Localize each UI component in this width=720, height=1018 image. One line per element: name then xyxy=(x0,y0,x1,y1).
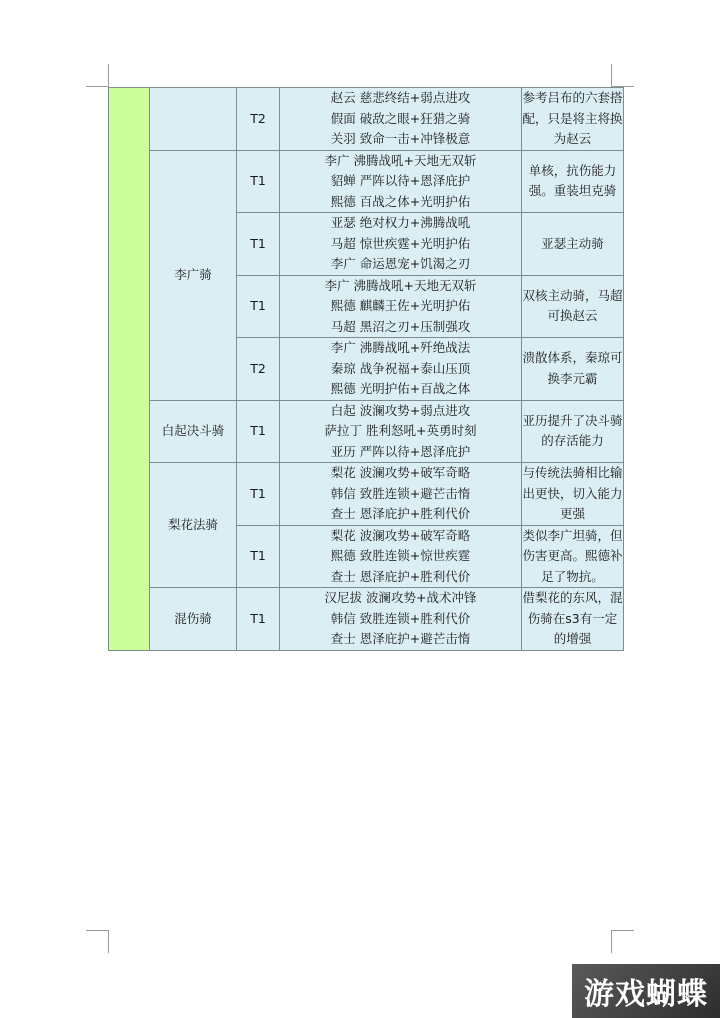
hero-skill-line: 梨花 波澜攻势+破军奇略 xyxy=(330,527,471,543)
hero-combo-cell xyxy=(280,338,522,401)
hero-skill-line: 李广 沸腾战吼+天地无双斩 xyxy=(324,277,477,293)
table-row xyxy=(109,400,624,463)
hero-skill-line: 韩信 致胜连锁+胜利代价 xyxy=(330,610,471,626)
hero-combo-cell xyxy=(280,525,522,588)
tier-cell: T1 xyxy=(237,400,280,463)
tier-cell: T1 xyxy=(237,213,280,276)
hero-skill-line: 赵云 慈悲终结+弱点进攻 xyxy=(330,90,471,105)
site-watermark-logo: 游戏蝴蝶 xyxy=(572,964,720,1018)
hero-skill-line: 熙德 致胜连锁+惊世疾霆 xyxy=(330,548,471,563)
tier-cell: T1 xyxy=(237,275,280,338)
hero-skill-line: 萨拉丁 胜利怒吼+英勇时刻 xyxy=(324,423,477,438)
crop-mark-bl-vertical xyxy=(108,930,109,953)
crop-mark-br-vertical xyxy=(611,930,612,953)
hero-skill-line: 貂蝉 严阵以待+恩泽庇护 xyxy=(330,173,471,188)
hero-combo-cell xyxy=(280,275,522,338)
table-row xyxy=(109,588,624,651)
hero-skill-line: 亚历 严阵以待+恩泽庇护 xyxy=(330,443,471,459)
tier-table-body xyxy=(109,88,624,651)
hero-skill-line: 梨花 波澜攻势+破军奇略 xyxy=(330,465,471,480)
remark-cell: 溃散体系，秦琼可换李元霸 xyxy=(522,338,624,401)
tier-cell: T2 xyxy=(237,88,280,151)
lineup-name-cell: 李广骑 xyxy=(150,150,237,400)
remark-cell: 单核，抗伤能力强。重装坦克骑 xyxy=(522,150,624,213)
remark-cell: 亚历提升了决斗骑的存活能力 xyxy=(522,400,624,463)
lineup-name-cell xyxy=(150,88,237,151)
remark-cell: 参考吕布的六套搭配，只是将主将换为赵云 xyxy=(522,88,624,151)
hero-skill-line: 李广 命运恩宠+饥渴之刃 xyxy=(330,256,471,271)
tier-cell: T1 xyxy=(237,463,280,526)
hero-combo-cell xyxy=(280,400,522,463)
hero-skill-line: 查士 恩泽庇护+避芒击惰 xyxy=(330,631,471,646)
crop-mark-tr-vertical xyxy=(611,64,612,87)
hero-skill-line: 熙德 百战之体+光明护佑 xyxy=(330,193,471,209)
hero-combo-cell xyxy=(280,588,522,651)
tier-cell: T1 xyxy=(237,525,280,588)
remark-cell: 与传统法骑相比输出更快，切入能力更强 xyxy=(522,463,624,526)
hero-skill-line: 汉尼拔 波澜攻势+战术冲锋 xyxy=(324,590,477,605)
crop-mark-bl-horizontal xyxy=(86,930,108,931)
tier-cell: T1 xyxy=(237,150,280,213)
hero-skill-line: 马超 黑沼之刃+压制强攻 xyxy=(330,318,471,334)
lineup-name-cell: 梨花法骑 xyxy=(150,463,237,588)
remark-cell: 亚瑟主动骑 xyxy=(522,213,624,276)
hero-skill-line: 白起 波澜攻势+弱点进攻 xyxy=(330,402,471,418)
table-row xyxy=(109,150,624,213)
hero-combo-cell xyxy=(280,150,522,213)
hero-skill-line: 假面 破敌之眼+狂猎之骑 xyxy=(330,110,471,126)
hero-skill-line: 查士 恩泽庇护+胜利代价 xyxy=(330,568,471,584)
hero-skill-line: 熙德 光明护佑+百战之体 xyxy=(330,381,471,396)
crop-mark-tl-horizontal xyxy=(86,86,108,87)
hero-combo-cell xyxy=(280,213,522,276)
remark-cell: 双核主动骑，马超可换赵云 xyxy=(522,275,624,338)
hero-combo-cell xyxy=(280,463,522,526)
hero-skill-line: 亚瑟 绝对权力+沸腾战吼 xyxy=(330,215,471,230)
hero-skill-line: 马超 惊世疾霆+光明护佑 xyxy=(330,235,471,251)
table-row xyxy=(109,463,624,526)
hero-skill-line: 秦琼 战争祝福+泰山压顶 xyxy=(330,360,471,376)
remark-cell: 类似李广坦骑，但伤害更高。熙德补足了物抗。 xyxy=(522,525,624,588)
hero-skill-line: 韩信 致胜连锁+避芒击惰 xyxy=(330,485,471,501)
hero-skill-line: 李广 沸腾战吼+歼绝战法 xyxy=(330,340,471,355)
tier-cell: T2 xyxy=(237,338,280,401)
remark-cell: 借梨花的东风，混伤骑在s3有一定的增强 xyxy=(522,588,624,651)
lineup-tier-table xyxy=(108,87,624,651)
lineup-name-cell: 白起决斗骑 xyxy=(150,400,237,463)
crop-mark-tl-vertical xyxy=(108,64,109,87)
hero-combo-cell xyxy=(280,88,522,151)
crop-mark-br-horizontal xyxy=(612,930,634,931)
table-row xyxy=(109,88,624,151)
tier-cell: T1 xyxy=(237,588,280,651)
hero-skill-line: 李广 沸腾战吼+天地无双斩 xyxy=(324,152,477,168)
hero-skill-line: 关羽 致命一击+冲锋极意 xyxy=(330,131,471,146)
hero-skill-line: 熙德 麒麟王佐+光明护佑 xyxy=(330,298,471,313)
category-side-column xyxy=(109,88,150,651)
lineup-name-cell: 混伤骑 xyxy=(150,588,237,651)
hero-skill-line: 查士 恩泽庇护+胜利代价 xyxy=(330,506,471,521)
